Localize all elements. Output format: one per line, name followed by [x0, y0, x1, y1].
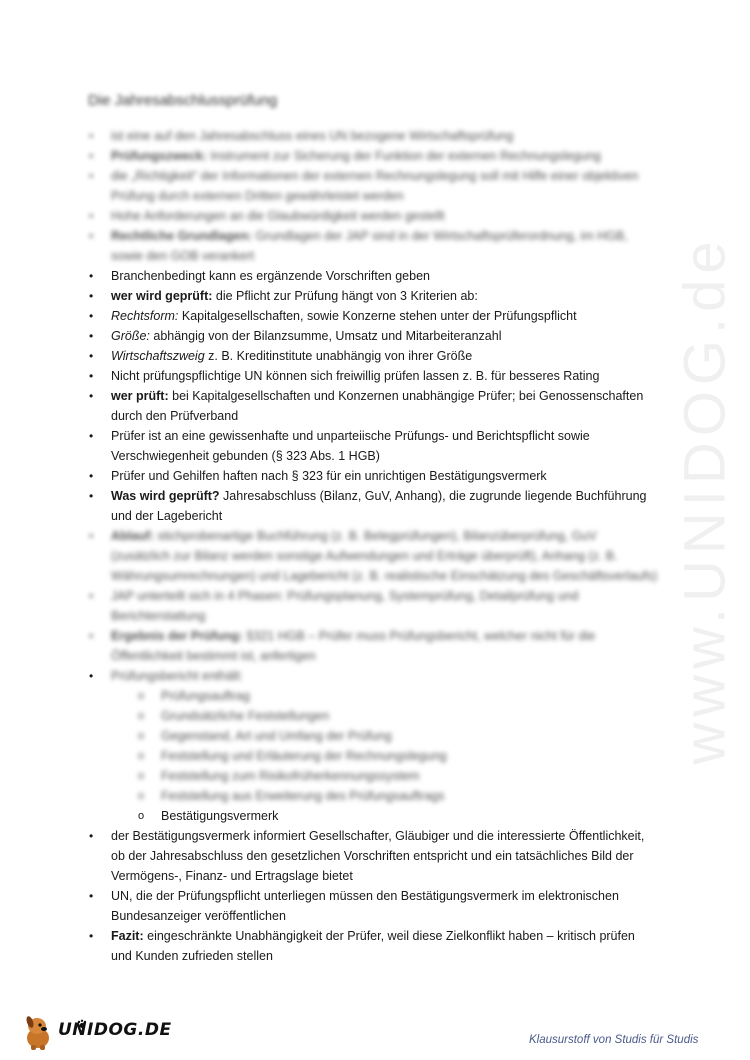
- bullet-list: [88, 126, 658, 966]
- list-item: • Nicht prüfungspflichtige UN können sich freiwillig prüfen lassen z. B. für besseres Rating: [88, 366, 658, 386]
- sub-list-item: o Feststellung zum Risikofrüherkennungssystem: [138, 766, 658, 786]
- sub-list-item: o Bestätigungsvermerk: [138, 806, 658, 826]
- list-item: • Branchenbedingt kann es ergänzende Vorschriften geben: [88, 266, 658, 286]
- watermark: www.UNIDOG.de: [672, 235, 738, 765]
- logo-text: UNIDOG.DE: [58, 1020, 172, 1040]
- list-item: • wer wird geprüft: die Pflicht zur Prüfung hängt von 3 Kriterien ab:: [88, 286, 658, 306]
- list-item: • Prüfungszweck: Instrument zur Sicherung der Funktion der externen Rechnungslegung: [88, 146, 658, 166]
- list-item: • JAP unterteilt sich in 4 Phasen: Prüfungsplanung, Systemprüfung, Detailprüfung und Berichterstattung: [88, 586, 658, 626]
- list-item: • UN, die der Prüfungspflicht unterliegen müssen den Bestätigungsvermerk im elektronischen Bundesanzeiger veröffentlichen: [88, 886, 658, 926]
- list-item: • Wirtschaftszweig z. B. Kreditinstitute unabhängig von ihrer Größe: [88, 346, 658, 366]
- list-item: • der Bestätigungsvermerk informiert Gesellschafter, Gläubiger und die interessierte Öffentlichkeit, ob der Jahresabschluss den gesetzlichen Vorschriften entspricht und ein tatsächliches Bild der Vermögens-, Finanz- und Ertragslage bietet: [88, 826, 658, 886]
- list-item: • ist eine auf den Jahresabschluss eines UN bezogene Wirtschaftsprüfung: [88, 126, 658, 146]
- list-item: • Größe: abhängig von der Bilanzsumme, Umsatz und Mitarbeiteranzahl: [88, 326, 658, 346]
- list-item: • Was wird geprüft? Jahresabschluss (Bilanz, GuV, Anhang), die zugrunde liegende Buchführung und der Lagebericht: [88, 486, 658, 526]
- list-item: • Fazit: eingeschränkte Unabhängigkeit der Prüfer, weil diese Zielkonflikt haben – kritisch prüfen und Kunden zufrieden stellen: [88, 926, 658, 966]
- dog-mascot-icon: [22, 1012, 58, 1052]
- sub-list-item: o Prüfungsauftrag: [138, 686, 658, 706]
- sub-list-item: o Grundsätzliche Feststellungen: [138, 706, 658, 726]
- sub-list-item: o Feststellung und Erläuterung der Rechnungslegung: [138, 746, 658, 766]
- sub-list-item: o Feststellung aus Erweiterung des Prüfungsauftrags: [138, 786, 658, 806]
- list-item: • Prüfungsbericht enthält: o Prüfungsauftrag o Grundsätzliche Feststellungen o Gegenstand, Art und Umfang der Prüfung o Feststellung und Erläuterung der Rechnungslegung o Feststellung zum Risikofrüherkennungssystem o Feststellung aus Erweiterung des Prüfungsauftrags o Bestätigungsvermerk: [88, 666, 658, 826]
- footer-slogan: Klausurstoff von Studis für Studis: [529, 1034, 699, 1046]
- list-item: • wer prüft: bei Kapitalgesellschaften und Konzernen unabhängige Prüfer; bei Genossenschaften durch den Prüfverband: [88, 386, 658, 426]
- list-item: • die „Richtigkeit“ der Informationen der externen Rechnungslegung soll mit Hilfe einer objektiven Prüfung durch externen Dritten gewährleistet werden: [88, 166, 658, 206]
- list-item: • Ablauf: stichprobenartige Buchführung (z. B. Belegprüfungen), Bilanzüberprüfung, GuV (zusätzlich zur Bilanz werden sonstige Aufwendungen und Erträge überprüft), Anhang (z. B. Währungsumrechnungen) und Lagebericht (z. B. realistische Einschätzung des Geschäftsverlaufs): [88, 526, 658, 586]
- sub-list: [111, 686, 658, 826]
- list-item: • Hohe Anforderungen an die Glaubwürdigkeit werden gestellt: [88, 206, 658, 226]
- sub-list-item: o Gegenstand, Art und Umfang der Prüfung: [138, 726, 658, 746]
- list-item: • Rechtsform: Kapitalgesellschaften, sowie Konzerne stehen unter der Prüfungspflicht: [88, 306, 658, 326]
- list-item: • Rechtliche Grundlagen: Grundlagen der JAP sind in der Wirtschaftsprüferordnung, im HGB, sowie den GOB verankert: [88, 226, 658, 266]
- list-item: • Prüfer und Gehilfen haften nach § 323 für ein unrichtigen Bestätigungsvermerk: [88, 466, 658, 486]
- page-title: Die Jahresabschlussprüfung: [88, 92, 278, 109]
- list-item: • Ergebnis der Prüfung: §321 HGB – Prüfer muss Prüfungsbericht, welcher nicht für die Öffentlichkeit bestimmt ist, anfertigen: [88, 626, 658, 666]
- list-item: • Prüfer ist an eine gewissenhafte und unparteiische Prüfungs- und Berichtspflicht sowie Verschwiegenheit gebunden (§ 323 Abs. 1 HGB): [88, 426, 658, 466]
- unidog-logo[interactable]: [22, 1012, 172, 1052]
